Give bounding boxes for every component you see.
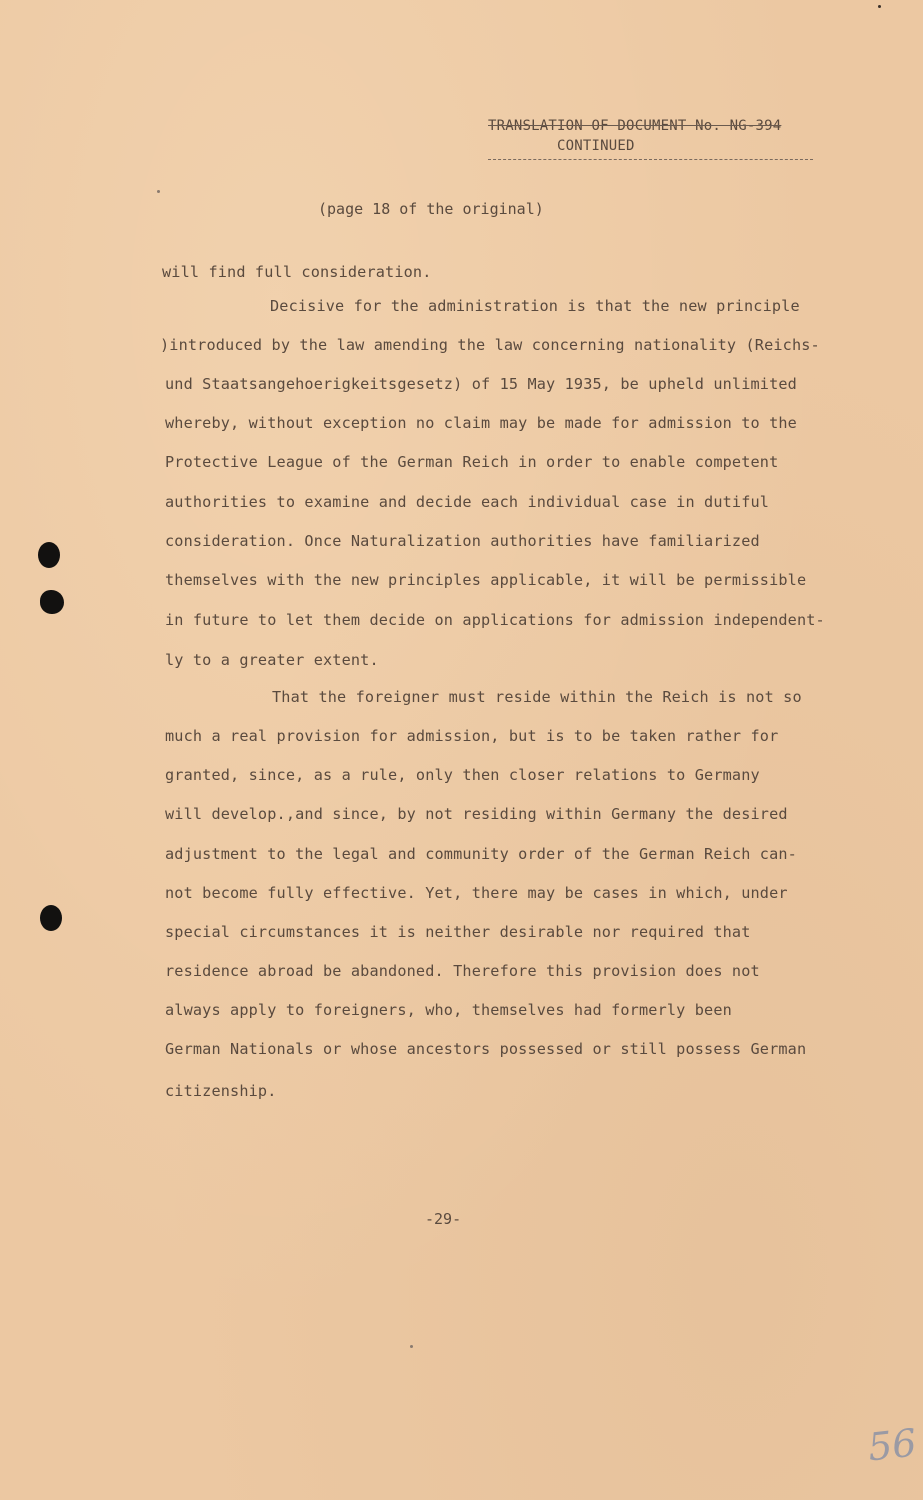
body-line: will develop.,and since, by not residing within Germany the desired: [165, 805, 788, 823]
page-number: -29-: [425, 1210, 462, 1228]
body-line: special circumstances it is neither desirable nor required that: [165, 923, 751, 941]
body-line: Protective League of the German Reich in order to enable competent: [165, 453, 779, 471]
punch-hole-icon: [40, 905, 62, 931]
body-line: much a real provision for admission, but is to be taken rather for: [165, 727, 779, 745]
document-header: [488, 118, 818, 154]
body-line: will find full consideration.: [162, 263, 432, 281]
paper-speck: [410, 1345, 413, 1348]
body-line: That the foreigner must reside within the Reich is not so: [272, 688, 802, 706]
body-line: und Staatsangehoerigkeitsgesetz) of 15 May 1935, be upheld unlimited: [165, 375, 797, 393]
body-line: always apply to foreigners, who, themselves had formerly been: [165, 1001, 732, 1019]
body-line: whereby, without exception no claim may be made for admission to the: [165, 414, 797, 432]
body-line: Decisive for the administration is that the new principle: [270, 297, 800, 315]
body-line: consideration. Once Naturalization authorities have familiarized: [165, 532, 760, 550]
original-page-reference: (page 18 of the original): [318, 200, 544, 218]
punch-hole-icon: [40, 590, 64, 614]
body-line: in future to let them decide on applications for admission independent-: [165, 611, 825, 629]
body-line: themselves with the new principles applicable, it will be permissible: [165, 571, 807, 589]
body-line: residence abroad be abandoned. Therefore this provision does not: [165, 962, 760, 980]
body-line: ly to a greater extent.: [165, 651, 379, 669]
body-line: citizenship.: [165, 1082, 277, 1100]
body-line: not become fully effective. Yet, there may be cases in which, under: [165, 884, 788, 902]
paper-speck: [878, 5, 881, 8]
body-line: )introduced by the law amending the law concerning nationality (Reichs-: [160, 336, 820, 354]
body-line: authorities to examine and decide each individual case in dutiful: [165, 493, 770, 511]
handwritten-folio-number: 56: [865, 1420, 919, 1470]
paper-speck: [157, 190, 160, 193]
body-line: adjustment to the legal and community order of the German Reich can-: [165, 845, 797, 863]
header-rule: [488, 159, 813, 160]
body-line: granted, since, as a rule, only then closer relations to Germany: [165, 766, 760, 784]
header-title: TRANSLATION OF DOCUMENT No. NG-394: [488, 118, 782, 134]
body-line: German Nationals or whose ancestors possessed or still possess German: [165, 1040, 807, 1058]
punch-hole-icon: [38, 542, 60, 568]
header-continued: CONTINUED: [557, 138, 635, 154]
